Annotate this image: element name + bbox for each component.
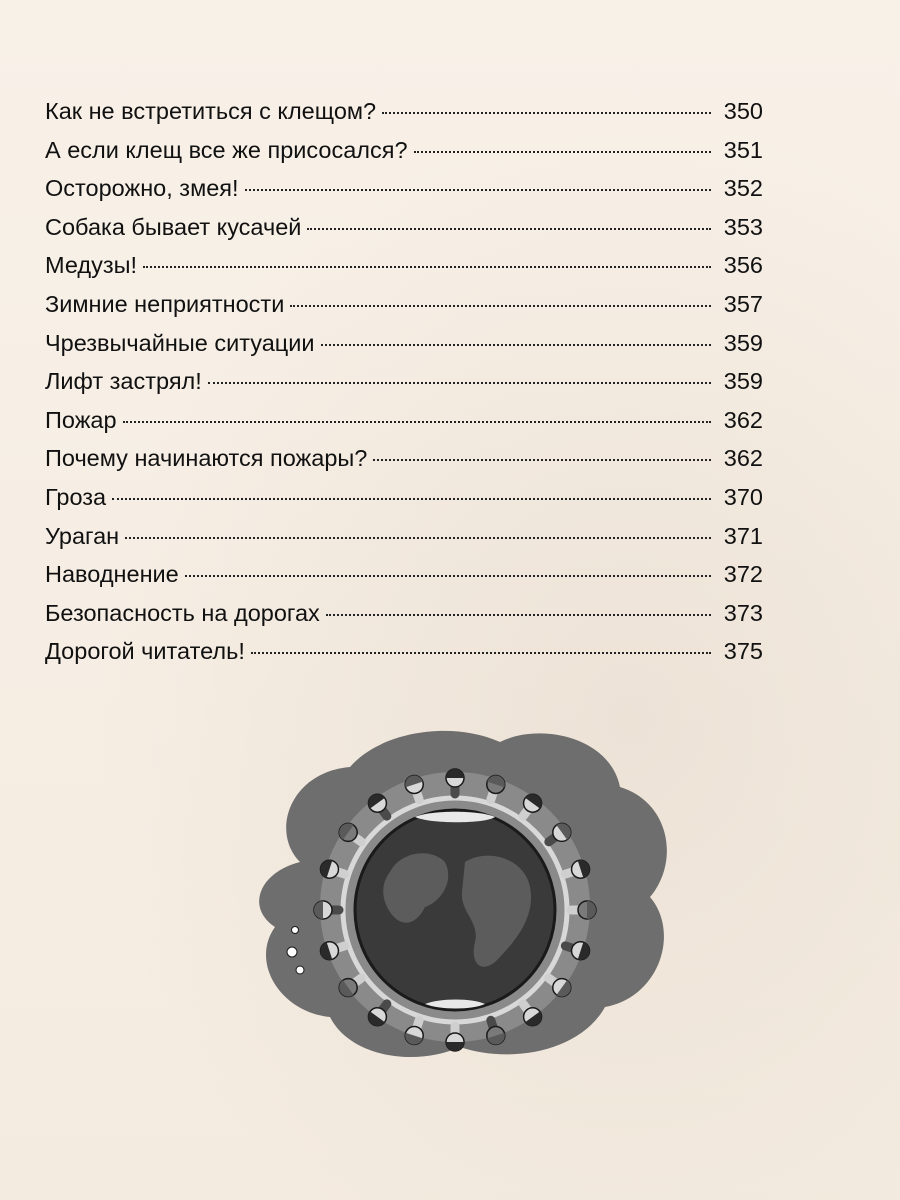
toc-entry-page: 357 bbox=[723, 290, 763, 317]
toc-dot-leader bbox=[382, 112, 711, 114]
sparkle bbox=[296, 966, 304, 974]
toc-entry-page: 370 bbox=[723, 483, 763, 510]
toc-entry-page: 359 bbox=[723, 368, 763, 395]
toc-entry-page: 353 bbox=[723, 213, 763, 240]
toc-dot-leader bbox=[326, 614, 711, 616]
toc-entry-page: 350 bbox=[723, 98, 763, 124]
toc-dot-leader bbox=[125, 537, 711, 539]
toc-entry[interactable] bbox=[45, 285, 763, 324]
toc-entry-title: Собака бывает кусачей bbox=[45, 213, 302, 240]
toc-entry-page: 373 bbox=[723, 599, 763, 626]
toc-dot-leader bbox=[414, 151, 711, 153]
toc-dot-leader bbox=[123, 421, 711, 423]
sparkle bbox=[287, 947, 297, 957]
toc-dot-leader bbox=[373, 459, 711, 461]
toc-dot-leader bbox=[245, 189, 711, 191]
toc-entry-title: Медузы! bbox=[45, 252, 138, 279]
toc-entry-page: 362 bbox=[723, 406, 763, 433]
toc-entry-title: Зимние неприятности bbox=[45, 290, 285, 317]
toc-entry[interactable] bbox=[45, 246, 763, 285]
toc-entry[interactable] bbox=[45, 208, 763, 247]
toc-entry-title: Лифт застрял! bbox=[45, 368, 202, 395]
table-of-contents bbox=[45, 92, 763, 671]
toc-entry-title: Как не встретиться с клещом? bbox=[45, 98, 377, 124]
children-around-globe-icon bbox=[240, 712, 670, 1072]
toc-dot-leader bbox=[208, 382, 711, 384]
toc-entry-title: Чрезвычайные ситуации bbox=[45, 329, 315, 356]
sparkle bbox=[292, 927, 299, 934]
toc-entry-title: Ураган bbox=[45, 522, 120, 549]
toc-entry-page: 356 bbox=[723, 252, 763, 279]
toc-entry-page: 372 bbox=[723, 561, 763, 588]
toc-entry[interactable] bbox=[45, 362, 763, 401]
toc-entry[interactable] bbox=[45, 92, 763, 131]
toc-entry[interactable] bbox=[45, 594, 763, 633]
toc-entry-title: Наводнение bbox=[45, 561, 179, 588]
toc-entry-title: Безопасность на дорогах bbox=[45, 599, 320, 626]
toc-entry-page: 371 bbox=[723, 522, 763, 549]
toc-dot-leader bbox=[185, 575, 711, 577]
toc-entry-title: Дорогой читатель! bbox=[45, 638, 245, 665]
toc-entry-title: Почему начинаются пожары? bbox=[45, 445, 368, 472]
toc-entry-page: 359 bbox=[723, 329, 763, 356]
toc-entry[interactable] bbox=[45, 439, 763, 478]
toc-dot-leader bbox=[112, 498, 711, 500]
toc-entry[interactable] bbox=[45, 169, 763, 208]
toc-entry[interactable] bbox=[45, 478, 763, 517]
toc-entry[interactable] bbox=[45, 401, 763, 440]
toc-entry[interactable] bbox=[45, 324, 763, 363]
toc-dot-leader bbox=[321, 344, 711, 346]
toc-entry-title: А если клещ все же присосался? bbox=[45, 136, 408, 163]
toc-entry[interactable] bbox=[45, 131, 763, 170]
toc-entry[interactable] bbox=[45, 555, 763, 594]
toc-entry-page: 352 bbox=[723, 175, 763, 202]
toc-entry-page: 362 bbox=[723, 445, 763, 472]
toc-entry[interactable] bbox=[45, 632, 763, 671]
toc-dot-leader bbox=[290, 305, 711, 307]
toc-entry[interactable] bbox=[45, 517, 763, 556]
toc-entry-page: 351 bbox=[723, 136, 763, 163]
children-around-globe-illustration bbox=[240, 712, 670, 1072]
toc-entry-page: 375 bbox=[723, 638, 763, 665]
toc-entry-title: Пожар bbox=[45, 406, 117, 433]
toc-dot-leader bbox=[251, 652, 711, 654]
toc-dot-leader bbox=[143, 266, 711, 268]
toc-entry-title: Осторожно, змея! bbox=[45, 175, 239, 202]
toc-dot-leader bbox=[307, 228, 711, 230]
toc-entry-title: Гроза bbox=[45, 483, 107, 510]
